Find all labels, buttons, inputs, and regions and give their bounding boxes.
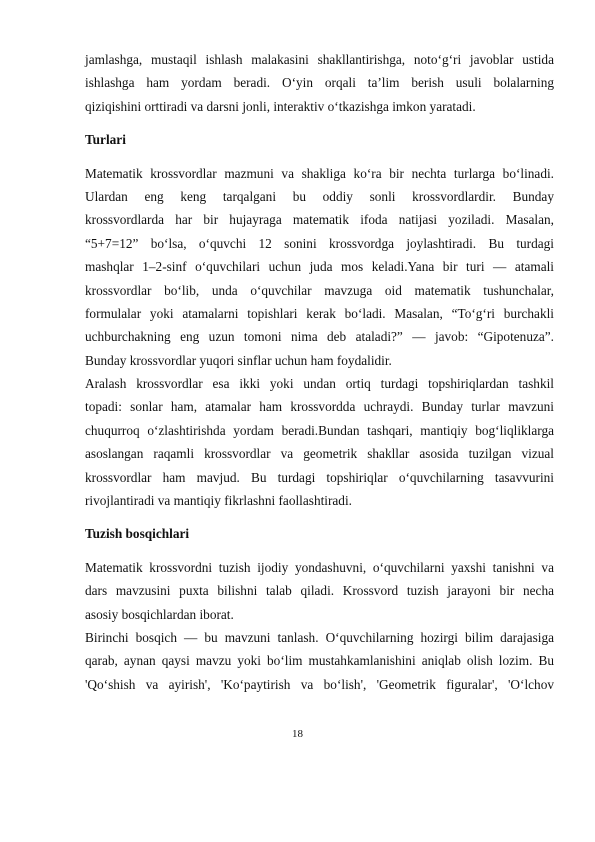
page-number: 18 [292,728,303,740]
text-line: krossvordlarda har bir hujayraga matematik ifoda natijasi yoziladi. Masalan, [85,212,554,228]
text-line: rivojlantiradi va mantiqiy fikrlashni faollashtiradi. [85,493,352,509]
text-line: qiziqishini orttiradi va darsni jonli, interaktiv o‘tkazishga imkon yaratadi. [85,98,476,114]
document-page [85,48,554,696]
text-line: “5+7=12” bo‘lsa, o‘quvchi 12 sonini krossvordga joylashtiradi. Bu turdagi [85,235,554,251]
text-line: 'Qo‘shish va ayirish', 'Ko‘paytirish va bo‘lish', 'Geometrik figuralar', 'O‘lchov [85,676,554,692]
text-line: jamlashga, mustaqil ishlash malakasini shakllantirishga, noto‘g‘ri javoblar ustida [85,52,554,67]
text-line: ishlashga ham yordam beradi. O‘yin orqali ta’lim berish usuli bolalarning [85,75,554,91]
text-line: Ulardan eng keng tarqalgani bu oddiy sonli krossvordlardir. Bunday [85,188,554,204]
text-line: krossvordlar bo‘lib, unda o‘quvchilar mavzuga oid matematik tushunchalar, [85,282,554,298]
text-line: Matematik krossvordlar mazmuni va shakliga ko‘ra bir nechta turlarga bo‘linadi. [85,165,554,181]
turlari-paragraph-2 [85,372,554,512]
text-line: qarab, aynan qaysi mavzu yoki bo‘lim mustahkamlanishini aniqlab olish lozim. Bu [85,653,554,669]
text-line: krossvordlar ham mavjud. Bu turdagi topshiriqlar o‘quvchilarning tasavvurini [85,469,554,485]
text-line: mashqlar 1–2-sinf o‘quvchilari uchun juda mos keladi.Yana bir turi — atamali [85,259,554,275]
text-line: Bunday krossvordlar yuqori sinflar uchun ham foydalidir. [85,352,392,368]
text-line: Matematik krossvordni tuzish ijodiy yondashuvni, o‘quvchilarni yaxshi tanishni va [85,559,554,575]
text-line: formulalar yoki atamalarni topishlari kerak bo‘ladi. Masalan, “To‘g‘ri burchakli [85,305,554,321]
section-heading-tuzish-bosqichlari: Tuzish bosqichlari [85,526,190,542]
turlari-paragraph-1 [85,162,554,373]
text-line: asoslangan raqamli krossvordlar va geometrik shakllar asosida tuzilgan vizual [85,446,554,462]
bosqichlar-paragraph-2 [85,626,554,696]
text-line: asosiy bosqichlardan iborat. [85,606,234,622]
section-heading-turlari: Turlari [85,132,126,148]
text-line: Birinchi bosqich — bu mavzuni tanlash. O‘quvchilarning hozirgi bilim darajasiga [85,629,554,645]
text-line: chuqurroq o‘zlashtirishda yordam beradi.Bundan tashqari, mantiqiy bog‘liqliklarga [85,422,554,438]
text-line: uchburchakning eng uzun tomoni nima deb ataladi?” — javob: “Gipotenuza”. [85,329,554,345]
bosqichlar-paragraph-1 [85,556,554,626]
text-line: dars mavzusini puxta bilishni talab qiladi. Krossvord tuzish jarayoni bir necha [85,583,554,599]
intro-paragraph [85,48,554,118]
text-line: Aralash krossvordlar esa ikki yoki undan ortiq turdagi topshiriqlardan tashkil [85,376,554,392]
text-line: topadi: sonlar ham, atamalar ham krossvordda uchraydi. Bunday turlar mavzuni [85,399,554,415]
